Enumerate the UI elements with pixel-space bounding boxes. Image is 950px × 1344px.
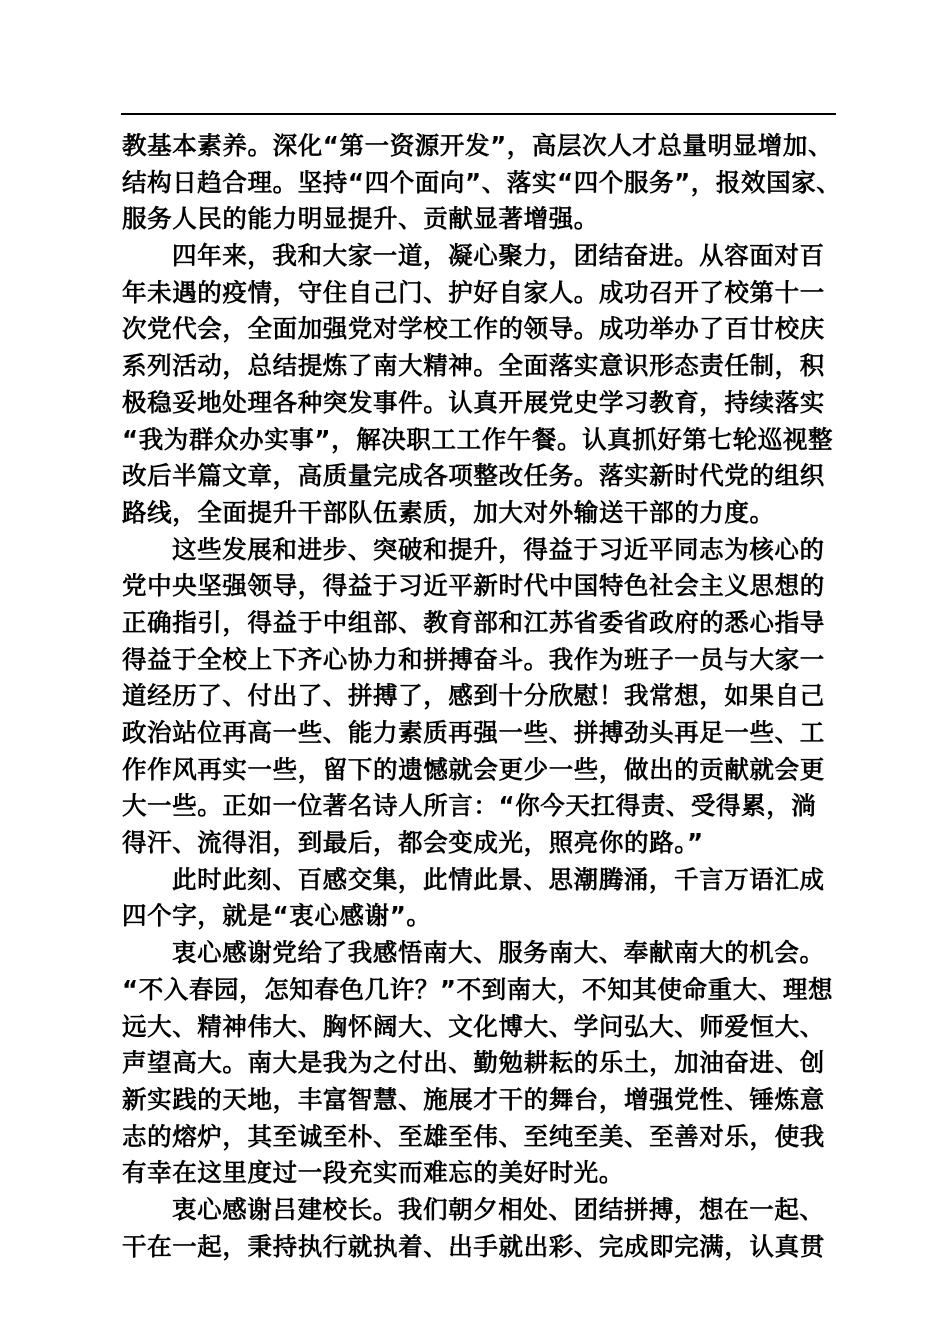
text-line: 作作风再实一些，留下的遗憾就会更少一些，做出的贡献就会更 [122,754,825,784]
header-rule [121,113,836,115]
paragraph-start-line: 四年来，我和大家一道，凝心聚力，团结奋进。从容面对百 [172,241,825,271]
text-line: 年未遇的疫情，守住自己门、护好自家人。成功召开了校第十一 [122,277,825,307]
text-line: 声望高大。南大是我为之付出、勤勉耕耘的乐土，加油奋进、创 [122,1048,825,1078]
text-line: 得益于全校上下齐心协力和拼搏奋斗。我作为班子一员与大家一 [122,644,825,674]
text-line: “不入春园，怎知春色几许？”不到南大，不知其使命重大、理想 [122,974,834,1004]
text-line: 得汗、流得泪，到最后，都会变成光，照亮你的路。” [122,828,704,858]
text-line: 服务人民的能力明显提升、贡献显著增强。 [122,204,599,234]
text-line: 教基本素养。深化“第一资源开发”，高层次人才总量明显增加、 [122,131,834,160]
text-line: 路线，全面提升干部队伍素质，加大对外输送干部的力度。 [122,497,775,527]
text-line: “我为群众办实事”，解决职工工作午餐。认真抓好第七轮巡视整 [122,424,834,454]
paragraph-start-line: 这些发展和进步、突破和提升，得益于习近平同志为核心的 [172,534,825,564]
text-line: 有幸在这里度过一段充实而难忘的美好时光。 [122,1158,624,1188]
text-line: 志的熔炉，其至诚至朴、至雄至伟、至纯至美、至善对乐，使我 [122,1121,825,1151]
text-line: 结构日趋合理。坚持“四个面向”、落实“四个服务”，报效国家、 [122,167,842,197]
text-line: 党中央坚强领导，得益于习近平新时代中国特色社会主义思想的 [122,571,825,601]
text-line: 系列活动，总结提炼了南大精神。全面落实意识形态责任制，积 [122,351,825,381]
text-line: 四个字，就是“衷心感谢”。 [122,901,432,931]
text-line: 政治站位再高一些、能力素质再强一些、拼搏劲头再足一些、工 [122,718,825,747]
text-line: 干在一起，秉持执行就执着、出手就出彩、完成即完满，认真贯 [122,1231,825,1261]
text-line: 改后半篇文章，高质量完成各项整改任务。落实新时代党的组织 [122,461,825,491]
text-line: 正确指引，得益于中组部、教育部和江苏省委省政府的悉心指导 [122,607,825,637]
text-line: 极稳妥地处理各种突发事件。认真开展党史学习教育，持续落实 [122,387,825,417]
text-line: 次党代会，全面加强党对学校工作的领导。成功举办了百廿校庆 [122,314,825,344]
paragraph-start-line: 此时此刻、百感交集，此情此景、思潮腾涌，千言万语汇成 [172,864,825,894]
text-line: 远大、精神伟大、胸怀阔大、文化博大、学问弘大、师爱恒大、 [122,1011,825,1041]
paragraph-start-line: 衷心感谢党给了我感悟南大、服务南大、奉献南大的机会。 [172,938,825,968]
paragraph-start-line: 衷心感谢吕建校长。我们朝夕相处、团结拼搏，想在一起、 [172,1194,825,1224]
text-line: 大一些。正如一位著名诗人所言：“你今天扛得责、受得累，淌 [122,791,817,821]
body-text [122,128,842,1265]
text-line: 道经历了、付出了、拼搏了，感到十分欣慰！我常想，如果自己 [122,681,825,711]
text-line: 新实践的天地，丰富智慧、施展才干的舞台，增强党性、锤炼意 [122,1084,825,1114]
